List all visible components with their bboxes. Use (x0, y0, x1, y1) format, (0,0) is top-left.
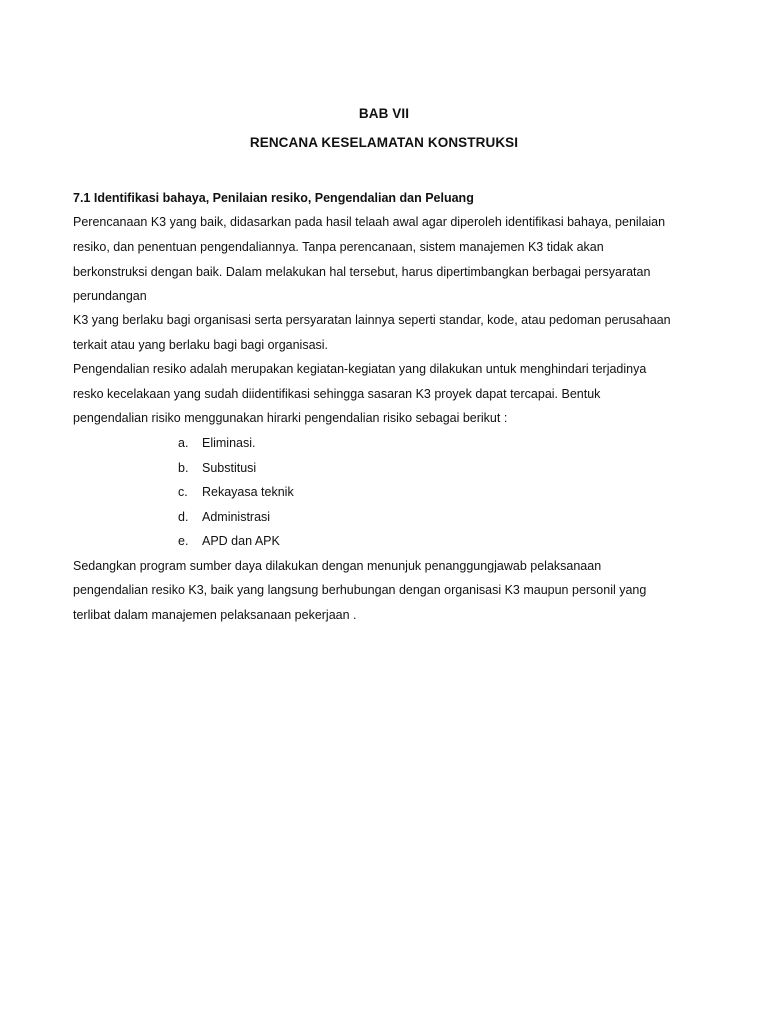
list-item (178, 461, 256, 475)
paragraph-line: Perencanaan K3 yang baik, didasarkan pada hasil telaah awal agar diperoleh identifikasi bahaya, penilaian (73, 215, 666, 229)
section-heading: 7.1 Identifikasi bahaya, Penilaian resiko, Pengendalian dan Peluang (73, 191, 474, 205)
list-text: Eliminasi. (202, 436, 256, 450)
list-text: Substitusi (202, 461, 257, 475)
list-item (178, 485, 294, 499)
paragraph-line: perundangan (73, 289, 147, 303)
paragraph-line: berkonstruksi dengan baik. Dalam melakukan hal tersebut, harus dipertimbangkan berbagai persyaratan (73, 265, 651, 279)
list-marker: d. (178, 510, 189, 524)
list-marker: e. (178, 534, 189, 548)
paragraph-line: terkait atau yang berlaku bagi bagi organisasi. (73, 338, 329, 352)
paragraph-line: K3 yang berlaku bagi organisasi serta persyaratan lainnya seperti standar, kode, atau pedoman perusahaan (73, 313, 671, 327)
paragraph-line: pengendalian risiko menggunakan hirarki pengendalian risiko sebagai berikut : (73, 411, 508, 425)
document-title: RENCANA KESELAMATAN KONSTRUKSI (249, 135, 519, 150)
list-text: APD dan APK (202, 534, 280, 548)
list-marker: c. (178, 485, 188, 499)
list-marker: a. (178, 436, 189, 450)
paragraph-line: Sedangkan program sumber daya dilakukan dengan menunjuk penanggungjawab pelaksanaan (73, 559, 602, 573)
list-marker: b. (178, 461, 189, 475)
paragraph-line: terlibat dalam manajemen pelaksanaan pekerjaan . (73, 608, 357, 622)
list-text: Administrasi (202, 510, 271, 524)
paragraph-line: resiko, dan penentuan pengendaliannya. Tanpa perencanaan, sistem manajemen K3 tidak akan (73, 240, 604, 254)
paragraph-line: Pengendalian resiko adalah merupakan kegiatan-kegiatan yang dilakukan untuk menghindari terjadinya (73, 362, 647, 376)
list-text: Rekayasa teknik (202, 485, 294, 499)
list-item (178, 510, 270, 524)
list-item (178, 436, 256, 450)
paragraph-line: resko kecelakaan yang sudah diidentifikasi sehingga sasaran K3 proyek dapat tercapai. Bentuk (73, 387, 601, 401)
chapter-label: BAB VII (358, 106, 410, 121)
paragraph-line: pengendalian resiko K3, baik yang langsung berhubungan dengan organisasi K3 maupun personil yang (73, 583, 647, 597)
list-item (178, 534, 280, 548)
